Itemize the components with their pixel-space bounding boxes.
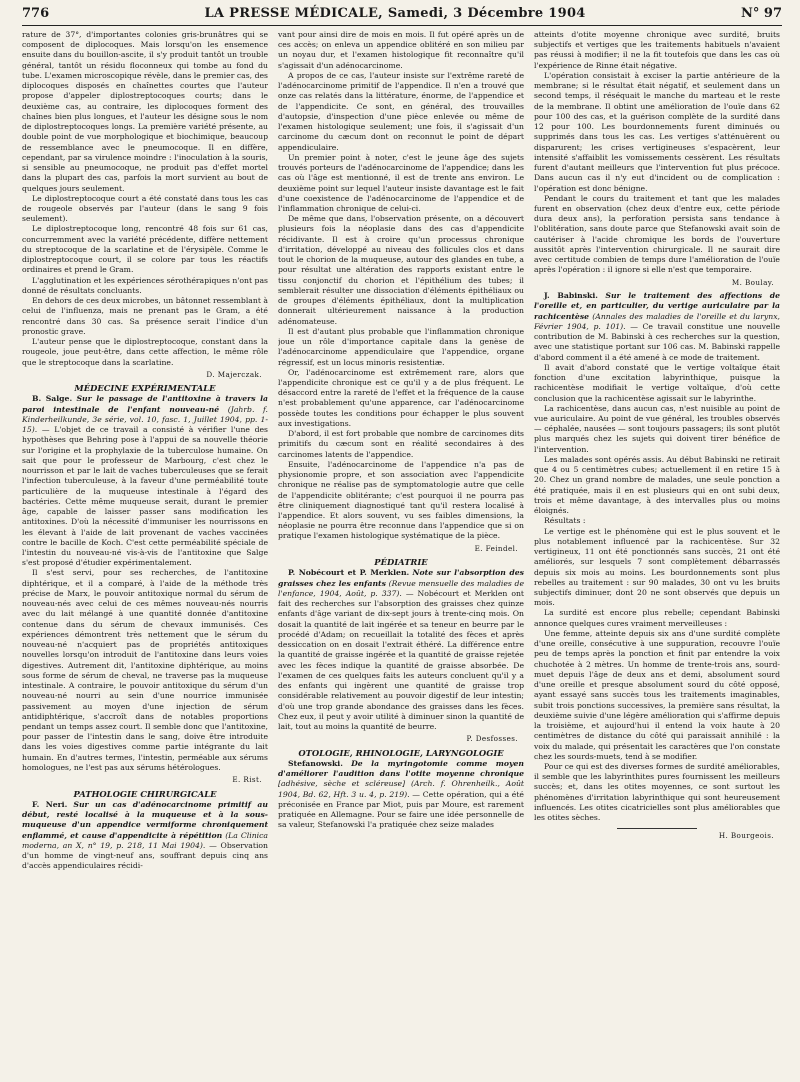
author-signature: E. Feindel. [474,543,518,553]
abstract-title: Sur le passage de l'antitoxine à travers la paroi intestinale de l'enfant nouveau-né [22,394,268,414]
abstract-babinski [534,291,780,363]
journal-title: LA PRESSE MÉDICALE, Samedi, 3 Décembre 1904 [204,6,586,21]
page-header [22,6,782,26]
paragraph: rature de 37°, d'importantes colonies gris-brunâtres qui se composent de diplocoques. Mais lorsqu'on les ensemence ensuite dans du bouillon-ascite, il s'y produit tantôt un trouble général, tantôt un résidu floconneux qui tombe au fond du tube. L'examen microscopique révèle, dans le premier cas, des diplocoques disposés en chaînettes courtes que l'auteur propose d'appeler diplostreptocoques courts; dans le deuxième cas, au contraire, les diplocoques forment des chaînes bien plus longues, et l'auteur les désigne sous le nom de diplostreptocoques longs. La première variété présente, au double point de vue morphologique et biochimique, beaucoup de ressemblance avec le pneumocoque. Il en diffère, cependant, par sa virulence moindre : l'inoculation à la souris, si sensible au pneumocoque, ne produit pas d'effet mortel dans la plupart des cas, parfois la mort survient au bout de quelques jours seulement. [22,30,268,193]
columns [22,30,782,1080]
paragraph: La surdité est encore plus rebelle; cependant Babinski annonce quelques cures vraiment merveilleuses : [534,608,780,628]
abstract-reference: (La Clinica moderna, an X, n° 19, p. 218, 11 Mai 1904). [22,830,268,850]
abstract-salge [22,394,268,568]
paragraph: Le vertige est le phénomène qui est le plus souvent et le plus notablement influencé par la rachicentèse. Sur 32 vertigineux, 11 ont été ponctionnés sans succès, 21 ont été améliorés, sur lesquels 7 sont complètement débarrassés depuis six mois au moins. Les bourdonnements sont plus rebelles au traitement : sur 90 malades, 30 ont vu les bruits subjectifs diminuer, dont 20 ne sont observés que depuis un mois. [534,526,780,608]
abstract-title: Sur un cas d'adénocarcinome primitif au début, resté localisé à la muqueuse et à la sous-muqueuse d'un appendice vermiforme chroniquement enflammé, et cause d'appendicite à répétition [22,799,268,840]
paragraph: Il s'est servi, pour ses recherches, de l'antitoxine diphtérique, et il a comparé, à l'aide de la méthode très précise de Marx, le pouvoir antitoxique normal du sérum de nouveau-nés avec celui de ces mêmes nouveau-nés nourris avec du lait mélangé à une quantité donnée d'antitoxine contenue dans du sérum de chevaux immunisés. Ces expériences démontrent très nettement que le sérum du nouveau-né n'acquiert pas de propriétés antitoxiques nouvelles lorsqu'on introduit de l'antitoxine dans leurs voies digestives. Autrement dit, l'antitoxine diphtérique, au moins sous forme de sérum de cheval, ne traverse pas la muqueuse intestinale. A contraire, le pouvoir antitoxique du sérum d'un nouveau-né nourri au sein d'une nourrice immunisée passivement au moyen d'une injection de sérum antidiphtérique, s'accroît dans de notables proportions pendant un temps assez court. Il semble donc que l'antitoxine, pour passer de l'intestin dans le sang, doive être introduite dans les voies digestives comme partie intégrante du lait humain. En d'autres termes, l'intestin, perméable aux sérums homologues, ne l'est pas aux sérums hétérologues. [22,568,268,772]
abstract-author: P. Nobécourt et P. Merklen. [288,568,410,578]
paragraph: Le diplostreptocoque long, rencontré 48 fois sur 61 cas, concurremment avec la variété précédente, diffère nettement du streptocoque de la scarlatine et de l'érysipèle. Comme le diplostreptocoque court, il se colore par tous les réactifs ordinaires et prend le Gram. [22,224,268,275]
abstract-body: — Observation d'un homme de vingt-neuf ans, souffrant depuis cinq ans d'accès appendiculaires récidi- [22,840,268,871]
abstract-reference: [adhésive, sèche et scléreuse] (Arch. f. Ohrenheilk., Août 1904, Bd. 62, Hft. 3 u. 4, p. 219). [278,779,524,799]
section-heading: PÉDIATRIE [374,557,428,568]
paragraph: L'agglutination et les expériences sérothérapiques n'ont pas donné de résultats concluants. [22,275,268,295]
section-heading: MÉDECINE EXPÉRIMENTALE [74,383,216,394]
paragraph: vant pour ainsi dire de mois en mois. Il fut opéré après un de ces accès; on enleva un appendice oblitéré en son milieu par un noyau dur, et l'examen histologique fit reconnaître qu'il s'agissait d'un adénocarcinome. [278,30,524,70]
author-signature: H. Bourgeois. [718,831,774,841]
abstract-title: Note sur l'absorption des graisses chez les enfants [278,568,524,588]
paragraph: Une femme, atteinte depuis six ans d'une surdité complète d'une oreille, consécutive à une suppuration, recouvre l'ouïe peu de temps après la ponction et finit par entendre la voix chuchotée à 2 mètres. Un homme de trente-trois ans, sourd-muet depuis l'âge de deux ans et demi, absolument sourd d'une oreille et presque absolument sourd du côté opposé, ayant essayé sans succès tous les traitements imaginables, subit trois ponctions successives, la première sans résultat, la deuxième suivie d'une légère amélioration qui s'affirme depuis la troisième, et aujourd'hui il entend la voix haute à 20 centimètres de distance du côté qui paraissait annihilé : la voix du malade, qui présentait les caractères que l'on constate chez les sourds-muets, tend à se modifier. [534,628,780,761]
abstract-stefanowski [278,759,524,831]
column-1 [22,30,268,1080]
paragraph: Il est d'autant plus probable que l'inflammation chronique joue un rôle d'importance capitale dans la genèse de l'adénocarcinome appendiculaire que l'appendice, organe régressif, est un locus minoris resistentiæ. [278,326,524,367]
abstract-body: — Ce travail constitue une nouvelle contribution de M. Babinski à ces recherches sur la question, avec une statistique portant sur 106 cas. M. Babinski rappelle d'abord comment il a été amené à ce mode de traitement. [534,321,780,362]
issue-number: N° 97 [740,6,782,21]
paragraph: Ensuite, l'adénocarcinome de l'appendice n'a pas de physionomie propre, et son association avec l'appendicite chronique ne réalise pas de symptomatologie autre que celle de l'appendicite oblitérante; c'est pourquoi il ne pourra pas être cliniquement diagnostiqué tant qu'il restera localisé à l'appendice. Et alors souvent, vu ses faibles dimensions, la néoplasie ne pourra être reconnue dans l'appendice que si on pratique l'examen histologique systématique de la pièce. [278,459,524,541]
paragraph: Il avait d'abord constaté que le vertige voltaïque était fonction d'une excitation labyrinthique, puisque la rachicentèse modifiait le vertige voltaïque, d'où cette conclusion que la rachicentèse agissait sur le labyrinthe. [534,362,780,403]
abstract-author: F. Neri. [32,799,68,809]
abstract-author: B. Salge. [32,394,73,404]
paragraph: Pendant le cours du traitement et tant que les malades furent en observation (chez deux d'entre eux, cette période dura deux ans), la perforation persista sans tendance à l'oblitération, sans doute parce que Stefanowski avait soin de cautériser à l'acide chromique les bords de l'ouverture aussitôt après l'intervention chirurgicale. Il ne saurait dire avec certitude combien de temps dure l'amélioration de l'ouïe après l'opération : il ignore si elle n'est que temporaire. [534,193,780,275]
paragraph: L'opération consistait à exciser la partie antérieure de la membrane; si le résultat était négatif, et seulement dans un second temps, il réséquait le manche du marteau et le reste de la membrane. Il obtint une amélioration de l'ouïe dans 62 pour 100 des cas, et la guérison complète de la surdité dans 12 pour 100. Les bourdonnements furent diminués ou supprimés dans tous les cas. Les vertiges s'atténuèrent ou disparurent; les crises vertigineuses s'espacèrent, leur intensité s'affaiblit les vomissements cessèrent. Les résultats furent d'autant meilleurs que l'intervention fut plus précoce. Dans aucun cas il n'y eut d'incident ou de complication : l'opération est donc bénigne. [534,70,780,193]
paragraph: L'auteur pense que le diplostreptocoque, constant dans la rougeole, joue peut-être, dans cette affection, le même rôle que le streptocoque dans la scarlatine. [22,337,268,367]
abstract-nobecourt [278,568,524,732]
abstract-reference: (Revue mensuelle des maladies de l'enfance, 1904, Août, p. 337). [278,578,524,598]
section-heading: PATHOLOGIE CHIRURGICALE [73,788,217,799]
author-signature: E. Rist. [232,775,262,785]
paragraph: D'abord, il est fort probable que nombre de carcinomes dits primitifs du cæcum sont en réalité secondaires à des carcinomes latents de l'appendice. [278,429,524,459]
paragraph: Résultats : [544,516,586,526]
author-signature: P. Desfosses. [466,734,518,744]
paragraph: De même que dans, l'observation présente, on a découvert plusieurs fois la néoplasie dans des cas d'appendicite récidivante. Il est à croire qu'un processus chronique d'irritation, développé au niveau des follicules clos et dans tout le chorion de la muqueuse, autour des glandes en tube, a pour résultat une altération des rapports existant entre le tissu conjonctif du chorion et l'épithélium des tubes; il semblerait résulter une dissociation d'éléments épithéliaux ou de groupes d'éléments épithéliaux, dont la multiplication donnerait ultérieurement naissance à la production adénomateuse. [278,214,524,326]
author-signature: M. Boulay. [731,277,774,287]
abstract-body: — Nobécourt et Merklen ont fait des recherches sur l'absorption des graisses chez quinze enfants d'âge variant de dix-sept jours à trente-cinq mois. On dosait la quantité de lait ingérée et sa teneur en beurre par le procédé d'Adam; on recueillait la totalité des fèces et après dessiccation on en dosait l'extrait éthéré. La différence entre la quantité de graisse ingérée et la quantité de graisse rejetée avec les fèces indique la quantité de graisse absorbée. De l'examen de ces quelques faits les auteurs concluent qu'il y a des enfants qui ingèrent une quantité de graisse trop considérable relativement au pouvoir digestif de leur intestin; d'où une trop grande abondance des graisses dans les fèces. Chez eux, il peut y avoir utilité à diminuer sinon la quantité de lait, tout au moins la quantité de beurre. [278,588,524,731]
paragraph: Le diplostreptocoque court a été constaté dans tous les cas de rougeole observés par l'auteur (dans le sang 9 fois seulement). [22,193,268,224]
abstract-reference: (Jahrb. f. Kinderheilkunde, 3e série, vol. 10, fasc. 1, Juillet 1904, pp. 1-15). [22,404,268,435]
divider [617,828,697,829]
paragraph: Les malades sont opérés assis. Au début Babinski ne retirait que 4 ou 5 centimètres cubes; actuellement il en retire 15 à 20. Chez un grand nombre de malades, une seule ponction a été pratiquée, mais il en est plusieurs qui en ont subi deux, trois et même davantage, à des intervalles plus ou moins éloignés. [534,454,780,516]
abstract-neri [22,800,268,872]
abstract-title: Sur le traitement des affections de l'oreille et, en particulier, du vertige auriculaire par la rachicentèse [534,291,780,321]
paragraph: atteints d'otite moyenne chronique avec surdité, bruits subjectifs et vertiges que les traitements habituels n'avaient pas réussi à modifier; il ne la fit toutefois que dans les cas où l'expérience de Rinne était négative. [534,30,780,70]
abstract-body: — Cette opération, qui a été préconisée en France par Miot, puis par Moure, est rarement pratiquée en Allemagne. Pour se faire une idée personnelle de sa valeur, Stefanowski l'a pratiquée chez seize malades [278,789,524,830]
abstract-title: De la myringotomie comme moyen d'améliorer l'audition dans l'otite moyenne chronique [278,758,524,779]
abstract-author: Stefanowski. [288,758,343,768]
abstract-body: — L'objet de ce travail a consisté à vérifier l'une des hypothèses que Behring pose à l'appui de sa nouvelle théorie sur l'origine et la prophylaxie de la tuberculose humaine. On sait que pour le professeur de Marbourg, c'est chez le nourrisson et par le lait de vaches tuberculeuses que se ferait l'infection tuberculeuse, à la faveur d'une perméabilité toute particulière de la muqueuse intestinale à l'égard des bactéries. Cette même muqueuse serait, durant le premier âge, capable de laisser passer sans modification les antitoxines. D'où la nécessité d'immuniser les nourrissons en les élevant à l'aide de lait provenant de vaches vaccinées contre le bacille de Koch. C'est cette perméabilité spéciale de l'intestin du nouveau-né vis-à-vis de l'antitoxine que Salge s'est proposé d'étudier expérimentalement. [22,425,268,568]
column-3 [534,30,780,1080]
paragraph: Un premier point à noter, c'est le jeune âge des sujets trouvés porteurs de l'adénocarcinome de l'appendice; dans les cas où l'âge est mentionné, il est de trente ans environ. Le deuxième point sur lequel l'auteur insiste davantage est le fait d'une coexistence de l'adénocarcinome de l'appendice et de l'inflammation chronique de celui-ci. [278,152,524,213]
paragraph: La rachicentèse, dans aucun cas, n'est nuisible au point de vue auriculaire. Au point de vue général, les troubles observés — céphalée, nausées — sont toujours passagers; ils sont plutôt plus marqués chez les sujets qui doivent tirer bénéfice de l'intervention. [534,403,780,454]
section-heading: OTOLOGIE, RHINOLOGIE, LARYNGOLOGIE [298,747,504,758]
abstract-author: J. Babinski. [544,291,598,301]
paragraph: A propos de ce cas, l'auteur insiste sur l'extrême rareté de l'adénocarcinome primitif de l'appendice. Il n'en a trouvé que onze cas relatés dans la littérature, énorme, de l'appendice et de l'appendicite. Ce sont, en général, des trouvailles d'autopsie, d'inspection d'une pièce enlevée ou même de l'examen histologique seulement; une fois, il s'agissait d'un carcinome du cæcum dont on reconnut le point de départ appendiculaire. [278,70,524,152]
author-signature: D. Majerczak. [206,369,262,379]
paragraph: Pour ce qui est des diverses formes de surdité améliorables, il semble que les labyrinthites pures fournissent les meilleurs succès; et, dans les otites moyennes, ce sont surtout les phénomènes d'irritation labyrinthique qui sont heureusement influencés. Les otites cicatricielles sont plus améliorables que les otites sèches. [534,761,780,823]
abstract-reference: (Annales des maladies de l'oreille et du larynx, Février 1904, p. 101). [534,311,780,331]
paragraph: En dehors de ces deux microbes, un bâtonnet ressemblant à celui de l'influenza, mais ne prenant pas le Gram, a été rencontré dans 30 cas. Sa présence serait l'indice d'un pronostic grave. [22,296,268,336]
page-number: 776 [22,6,50,21]
paragraph: Or, l'adénocarcinome est extrêmement rare, alors que l'appendicite chronique est ce qu'il y a de plus fréquent. Le désaccord entre la rareté de l'effet et la fréquence de la cause n'est probablement qu'une apparence, car l'adénocarcinome possède toutes les conditions pour échapper le plus souvent aux investigations. [278,367,524,428]
column-2 [278,30,524,1080]
